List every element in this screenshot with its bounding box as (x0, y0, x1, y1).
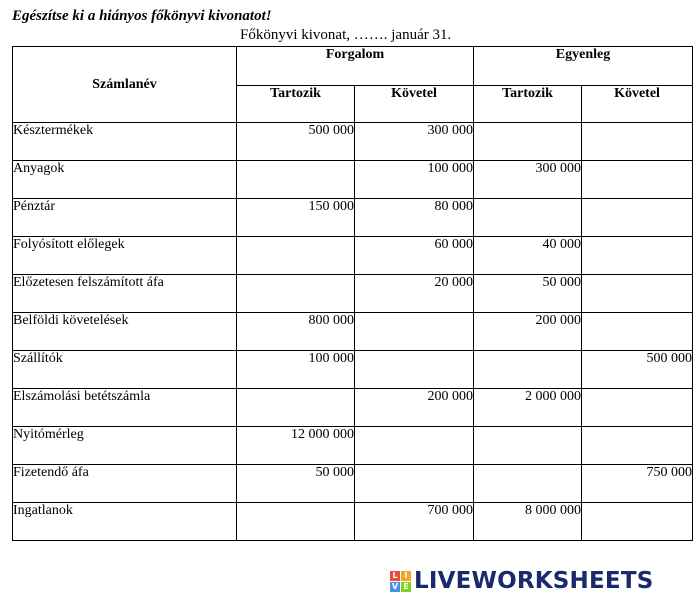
table-row (13, 465, 693, 503)
logo-text: LIVEWORKSHEETS (414, 568, 654, 594)
cell-turnover-credit[interactable] (355, 465, 474, 503)
cell-account-name: Szállítók (13, 351, 237, 389)
cell-account-name: Előzetesen felszámított áfa (13, 275, 237, 313)
cell-turnover-credit: 700 000 (355, 503, 474, 541)
cell-account-name: Ingatlanok (13, 503, 237, 541)
cell-balance-credit[interactable] (582, 275, 693, 313)
cell-balance-credit[interactable] (582, 237, 693, 275)
table-row (13, 275, 693, 313)
cell-balance-debit: 200 000 (474, 313, 582, 351)
ledger-body (13, 123, 693, 541)
cell-turnover-credit: 300 000 (355, 123, 474, 161)
cell-balance-debit[interactable] (474, 351, 582, 389)
cell-balance-credit[interactable] (582, 123, 693, 161)
cell-account-name: Belföldi követelések (13, 313, 237, 351)
cell-turnover-credit: 20 000 (355, 275, 474, 313)
cell-account-name: Fizetendő áfa (13, 465, 237, 503)
cell-turnover-debit: 800 000 (237, 313, 355, 351)
table-row (13, 427, 693, 465)
table-row (13, 161, 693, 199)
cell-turnover-credit: 100 000 (355, 161, 474, 199)
header-turnover-credit: Követel (355, 86, 474, 123)
cell-balance-debit: 300 000 (474, 161, 582, 199)
cell-balance-credit[interactable] (582, 427, 693, 465)
table-row (13, 199, 693, 237)
cell-balance-debit: 40 000 (474, 237, 582, 275)
cell-balance-debit: 50 000 (474, 275, 582, 313)
cell-balance-debit[interactable] (474, 427, 582, 465)
logo-mark-square: L (390, 571, 400, 581)
instruction-text: Egészítse ki a hiányos főkönyvi kivonatot! (12, 8, 272, 24)
logo-mark-square: V (391, 581, 399, 591)
logo-mark-icon (390, 571, 411, 592)
cell-turnover-debit[interactable] (237, 237, 355, 275)
liveworksheets-logo (390, 568, 653, 594)
cell-balance-credit: 500 000 (582, 351, 693, 389)
cell-turnover-debit: 500 000 (237, 123, 355, 161)
cell-balance-credit[interactable] (582, 503, 693, 541)
cell-balance-credit: 750 000 (582, 465, 693, 503)
table-row (13, 351, 693, 389)
header-balance-debit: Tartozik (474, 86, 582, 123)
header-account-name: Számlanév (13, 47, 237, 123)
cell-balance-debit[interactable] (474, 465, 582, 503)
cell-balance-debit: 8 000 000 (474, 503, 582, 541)
cell-account-name: Elszámolási betétszámla (13, 389, 237, 427)
cell-turnover-debit[interactable] (237, 161, 355, 199)
cell-account-name: Késztermékek (13, 123, 237, 161)
cell-turnover-debit: 12 000 000 (237, 427, 355, 465)
cell-balance-credit[interactable] (582, 161, 693, 199)
cell-balance-debit[interactable] (474, 199, 582, 237)
table-row (13, 389, 693, 427)
table-row (13, 313, 693, 351)
cell-turnover-credit: 60 000 (355, 237, 474, 275)
cell-balance-credit[interactable] (582, 389, 693, 427)
cell-turnover-debit: 150 000 (237, 199, 355, 237)
header-turnover-debit: Tartozik (237, 86, 355, 123)
cell-turnover-debit: 50 000 (237, 465, 355, 503)
cell-turnover-debit[interactable] (237, 503, 355, 541)
cell-turnover-credit[interactable] (355, 351, 474, 389)
header-turnover: Forgalom (237, 47, 474, 86)
table-row (13, 237, 693, 275)
cell-turnover-credit[interactable] (355, 313, 474, 351)
table-row (13, 503, 693, 541)
cell-balance-credit[interactable] (582, 313, 693, 351)
logo-mark-square: I (401, 571, 411, 581)
cell-turnover-credit[interactable] (355, 427, 474, 465)
cell-balance-credit[interactable] (582, 199, 693, 237)
header-balance: Egyenleg (474, 47, 693, 86)
cell-balance-debit[interactable] (474, 123, 582, 161)
trial-balance-table (12, 46, 693, 541)
cell-balance-debit: 2 000 000 (474, 389, 582, 427)
cell-turnover-debit[interactable] (237, 275, 355, 313)
cell-account-name: Nyitómérleg (13, 427, 237, 465)
cell-account-name: Pénztár (13, 199, 237, 237)
cell-turnover-debit: 100 000 (237, 351, 355, 389)
cell-account-name: Anyagok (13, 161, 237, 199)
logo-mark-square: E (401, 582, 411, 592)
cell-turnover-debit[interactable] (237, 389, 355, 427)
header-balance-credit: Követel (582, 86, 693, 123)
cell-turnover-credit: 80 000 (355, 199, 474, 237)
ledger-subtitle: Főkönyvi kivonat, ……. január 31. (240, 27, 452, 43)
table-row (13, 123, 693, 161)
cell-turnover-credit: 200 000 (355, 389, 474, 427)
cell-account-name: Folyósított előlegek (13, 237, 237, 275)
